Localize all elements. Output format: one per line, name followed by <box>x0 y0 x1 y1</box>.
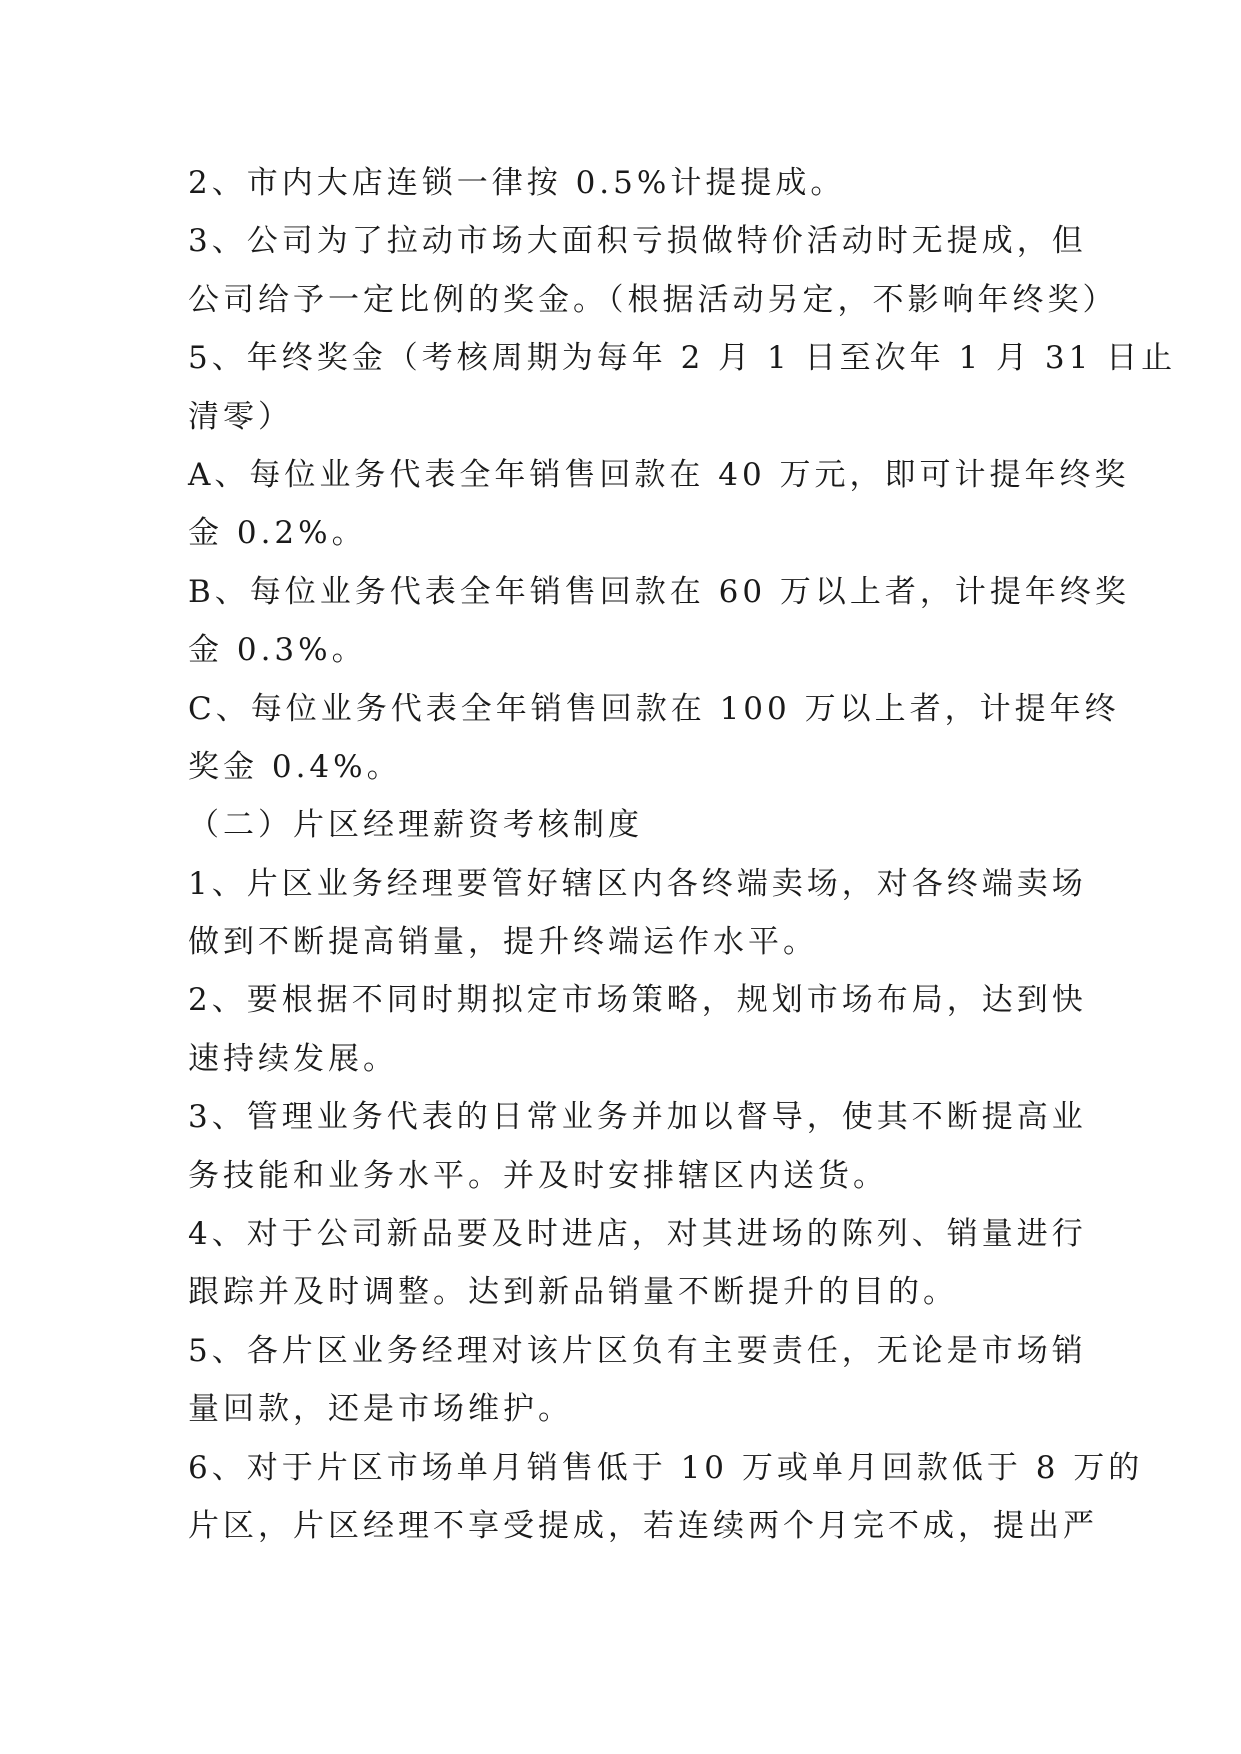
text-line: 公司给予一定比例的奖金。（根据活动另定，不影响年终奖） <box>188 281 1118 318</box>
text-line: 5、各片区业务经理对该片区负有主要责任，无论是市场销 <box>188 1332 1087 1369</box>
text-line: 速持续发展。 <box>188 1040 398 1077</box>
text-line: 2、要根据不同时期拟定市场策略，规划市场布局，达到快 <box>188 982 1087 1019</box>
text-line: 1、片区业务经理要管好辖区内各终端卖场，对各终端卖场 <box>188 865 1087 902</box>
section-heading: （二）片区经理薪资考核制度 <box>188 807 643 844</box>
text-line: 清零） <box>188 398 293 435</box>
text-line: B、每位业务代表全年销售回款在 60 万以上者，计提年终奖 <box>188 573 1130 610</box>
text-line: 金 0.2%。 <box>188 515 367 552</box>
text-line: 量回款，还是市场维护。 <box>188 1391 573 1428</box>
text-line: 金 0.3%。 <box>188 632 367 669</box>
document-body <box>188 154 1177 1555</box>
text-line: C、每位业务代表全年销售回款在 100 万以上者，计提年终 <box>188 690 1120 727</box>
text-line: 5、年终奖金（考核周期为每年 2 月 1 日至次年 1 月 31 日止 <box>188 340 1177 377</box>
text-line: 奖金 0.4%。 <box>188 748 402 785</box>
text-line: 4、对于公司新品要及时进店，对其进场的陈列、销量进行 <box>188 1216 1087 1253</box>
text-line: 3、管理业务代表的日常业务并加以督导，使其不断提高业 <box>188 1099 1087 1136</box>
text-line: 务技能和业务水平。并及时安排辖区内送货。 <box>188 1157 888 1194</box>
text-line: 2、市内大店连锁一律按 0.5%计提提成。 <box>188 165 846 201</box>
text-line: 跟踪并及时调整。达到新品销量不断提升的目的。 <box>188 1274 958 1311</box>
text-line: 片区，片区经理不享受提成，若连续两个月完不成，提出严 <box>188 1507 1098 1544</box>
text-line: 做到不断提高销量，提升终端运作水平。 <box>188 924 818 961</box>
text-line: 3、公司为了拉动市场大面积亏损做特价活动时无提成，但 <box>188 223 1087 260</box>
text-line: 6、对于片区市场单月销售低于 10 万或单月回款低于 8 万的 <box>188 1449 1144 1486</box>
text-line: A、每位业务代表全年销售回款在 40 万元，即可计提年终奖 <box>188 456 1130 493</box>
